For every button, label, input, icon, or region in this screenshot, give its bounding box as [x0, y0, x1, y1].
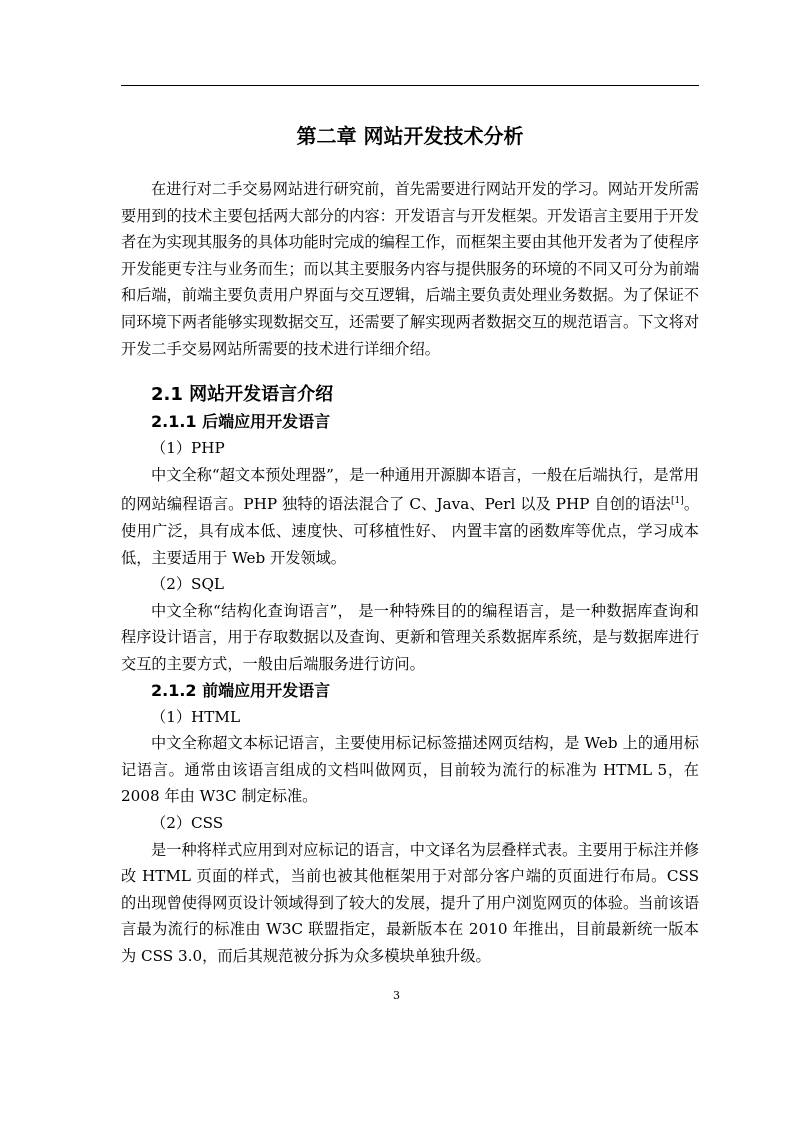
chapter-title: 第二章 网站开发技术分析: [296, 124, 524, 148]
html-paragraph: 中文全称超文本标记语言，主要使用标记标签描述网页结构，是 Web 上的通用标记语言。通常由该语言组成的文档叫做网页，目前较为流行的标准为 HTML 5，在 2008 年由 W3C 制定标准。: [121, 734, 699, 806]
item-label-sql: （2）SQL: [151, 575, 224, 594]
intro-paragraph: 在进行对二手交易网站进行研究前，首先需要进行网站开发的学习。网站开发所需要用到的技术主要包括两大部分的内容：开发语言与开发框架。开发语言主要用于开发者在为实现其服务的具体功能时完成的编程工作，而框架主要由其他开发者为了使程序开发能更专注与业务而生；而以其主要服务内容与提供服务的环境的不同又可分为前端和后端，前端主要负责用户界面与交互逻辑，后端主要负责处理业务数据。为了保证不同环境下两者能够实现数据交互，还需要了解实现两者数据交互的规范语言。下文将对开发二手交易网站所需要的技术进行详细介绍。: [121, 180, 699, 358]
page-content: [121, 176, 699, 970]
item-label-html: （1）HTML: [151, 707, 241, 726]
php-text-part-2: 。使用广泛，具有成本低、速度快、可移植性好、 内置丰富的函数库等优点，学习成本低，主要适用于 Web 开发领域。: [121, 495, 700, 567]
page-number: 3: [393, 989, 400, 1002]
php-text-part-1: 中文全称“超文本预处理器”，是一种通用开源脚本语言，一般在后端执行，是常用的网站编程语言。PHP 独特的语法混合了 C、Java、Perl 以及 PHP 自创的语法: [121, 465, 699, 514]
css-paragraph: 是一种将样式应用到对应标记的语言，中文译名为层叠样式表。主要用于标注并修改 HTML 页面的样式，当前也被其他框架用于对部分客户端的页面进行布局。CSS 的出现曾使得网页设计领域得到了较大的发展，提升了用户浏览网页的体验。当前该语言最为流行的标准由 W3C 联盟指定，最新版本在 2010 年推出，目前最新统一版本为 CSS 3.0，而后其规范被分拆为众多模块单独升级。: [121, 840, 699, 965]
php-paragraph: [121, 462, 699, 571]
item-label-css: （2）CSS: [151, 813, 224, 832]
item-label-php: （1）PHP: [151, 439, 225, 458]
subsection-heading-2-1-1: 2.1.1 后端应用开发语言: [151, 412, 331, 432]
section-heading-2-1: 2.1 网站开发语言介绍: [151, 384, 334, 406]
subsection-heading-2-1-2: 2.1.2 前端应用开发语言: [151, 680, 331, 700]
sql-paragraph: 中文全称“结构化查询语言”， 是一种特殊目的的编程语言，是一种数据库查询和程序设计语言，用于存取数据以及查询、更新和管理关系数据库系统，是与数据库进行交互的主要方式，一般由后端服务进行访问。: [121, 601, 699, 673]
header-rule: [121, 85, 699, 86]
citation-ref: [1]: [670, 496, 684, 507]
